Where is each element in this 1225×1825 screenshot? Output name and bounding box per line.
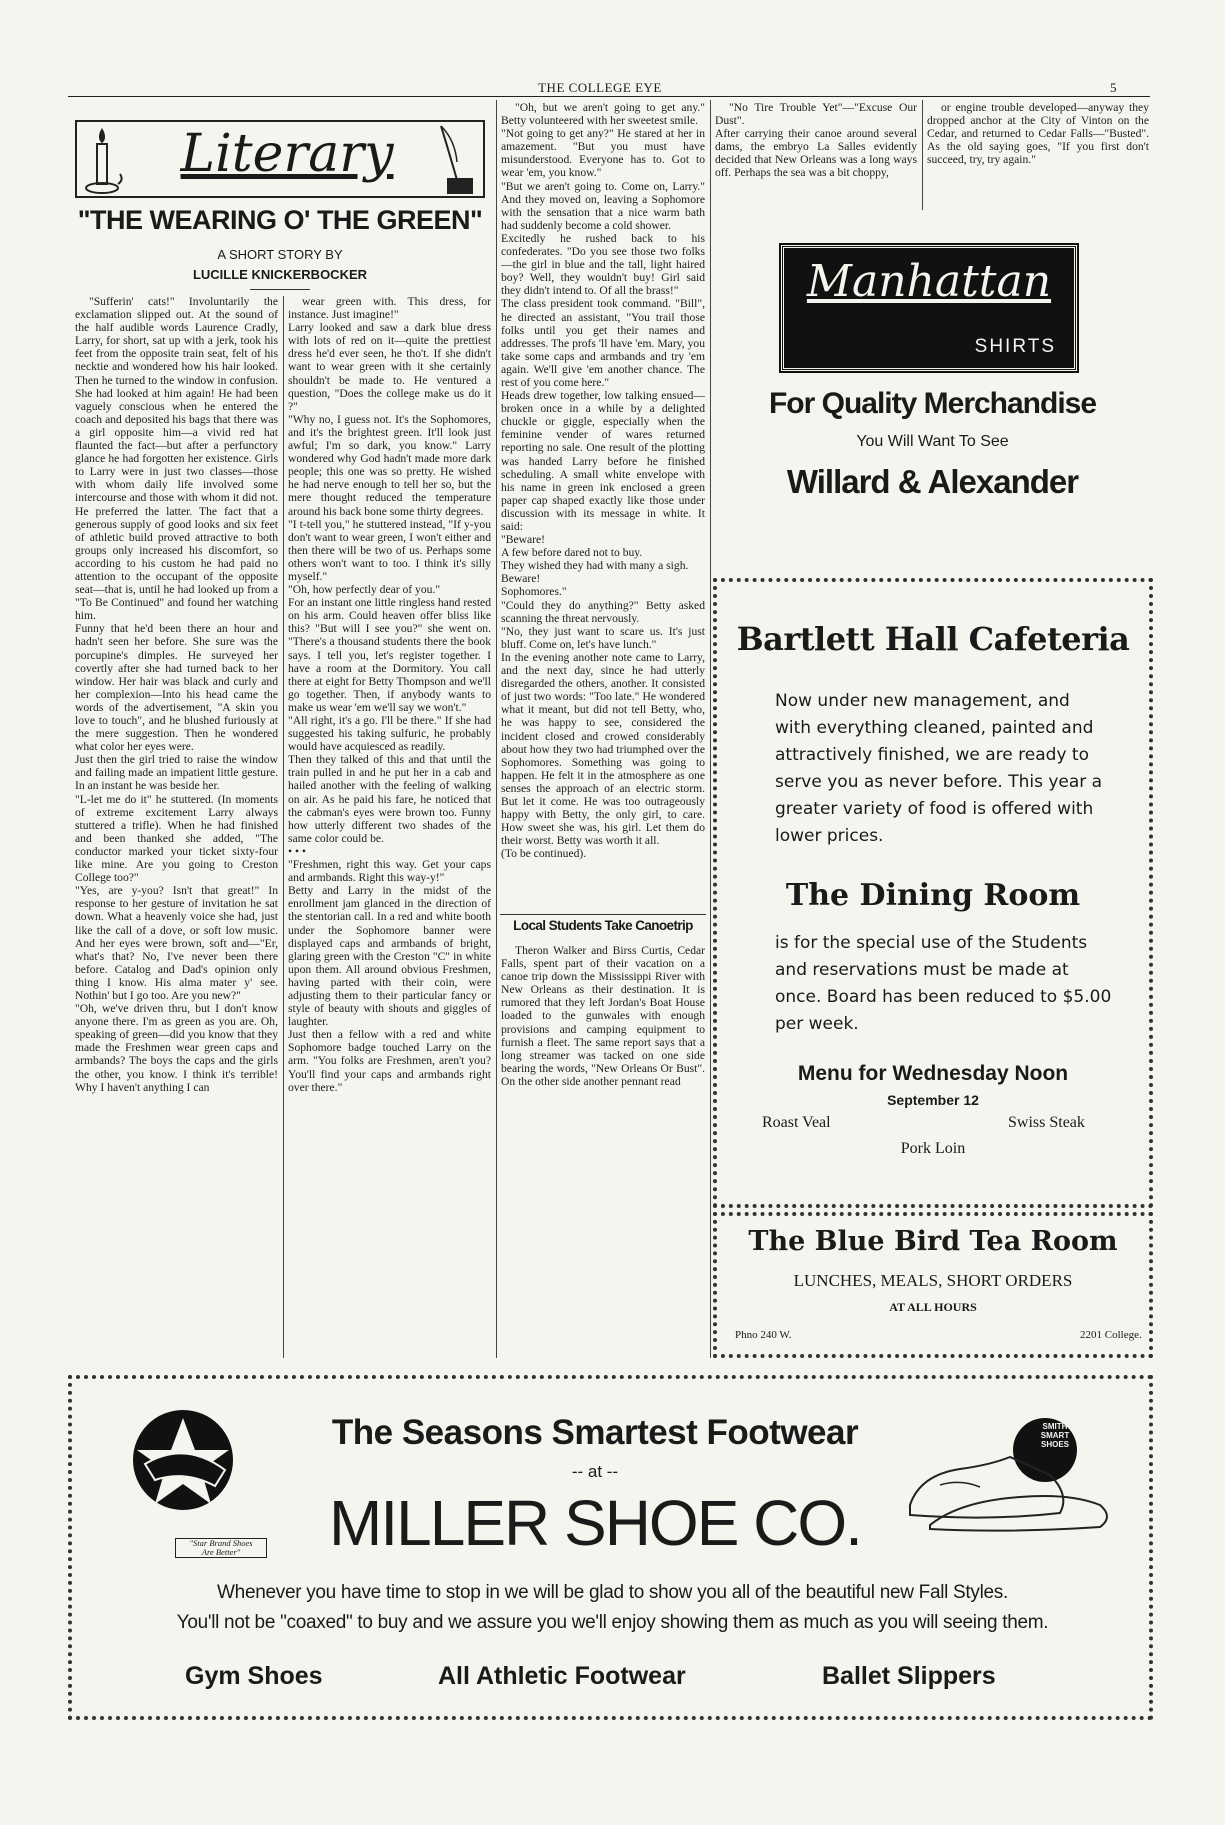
story-title: "THE WEARING O' THE GREEN" bbox=[77, 205, 483, 235]
byline-intro: A SHORT STORY BY bbox=[217, 247, 343, 262]
story-column-2 bbox=[288, 295, 491, 1360]
page-number: 5 bbox=[1110, 80, 1117, 95]
dining-body: is for the special use of the Students and reservations must be made at once. Board has been reduced to $5.00 per week. bbox=[775, 933, 1112, 1034]
column-divider-2 bbox=[496, 100, 497, 1358]
manhattan-line2: You Will Want To See bbox=[856, 433, 1009, 450]
manhattan-line3: Willard & Alexander bbox=[786, 463, 1079, 500]
smith-logo-line1: SMITH bbox=[1042, 1422, 1068, 1431]
menu-item-swiss-steak: Swiss Steak bbox=[1008, 1114, 1085, 1131]
manhattan-brand: Manhattan bbox=[806, 256, 1052, 307]
shoe-store-name: MILLER SHOE CO. bbox=[329, 1487, 861, 1559]
smith-smart-shoes-logo bbox=[1027, 1422, 1083, 1449]
story-column-5-text: or engine trouble developed—anyway they dropped anchor at the City of Vinton on the Cedar, and returned to Cedar Falls—"Busted". As the old saying goes, "If you first don't succeed, try, try again." bbox=[927, 101, 1149, 167]
menu-date: September 12 bbox=[887, 1092, 979, 1108]
byline-author: LUCILLE KNICKERBOCKER bbox=[192, 267, 368, 282]
column-divider-1 bbox=[283, 296, 284, 1358]
byline-rule bbox=[250, 289, 310, 290]
bluebird-address: 2201 College. bbox=[1080, 1329, 1142, 1341]
shoe-at: -- at -- bbox=[571, 1462, 619, 1481]
story-column-3 bbox=[501, 101, 705, 911]
story-column-3-text: "Oh, but we aren't going to get any." Betty volunteered with her sweetest smile. "Not going to get any?" He stared at her in amazement. "But you must have misunderstood. Everyone has to. Got to wear 'em, you know." "But we aren't going to. Come on, Larry." And they moved on, leaving a Sophomore with the sensation that a nice warm bath had suddenly become a cold shower. Excitedly he rushed back to his confederates. "Do you see those two folks—the girl in blue and the tall, light haired boy? Well, they wouldn't buy! Girl said they didn't intend to. Of all the brass!" The class president took command. "Bill", he directed an assistant, "You trail those folks until you get their names and addresses. The profs 'll have 'em. Mary, you take some caps and armbands and try 'em again. We'll give 'em another chance. The rest of you come here." Heads drew together, low talking ensued—broken once in a while by a delighted chuckle or giggle, especially when the feminine vender of wares returned reporting no sale. One result of the plotting was handed Larry before he finished scheduling. A small white envelope with his name in green ink enclosed a green paper cap shaped exactly like those under discussion with its message in white. It said: "Beware! A few before dared not to buy. They wished they had with many a sigh. Beware! Sophomores." "Could they do anything?" Betty asked scanning the threat nervously. "No, they just want to scare us. It's just bluff. Come on, let's have lunch." In the evening another note came to Larry, and the next day, since he had utterly disregarded the others, another. It consisted of just two words: "Too late." He wondered what it meant, but did not tell Betty, who, he was happy to see, considered the incident closed and crowed considerably about how they two had triumphed over the Sophomores. Something was going to happen. He felt it in the atmosphere as one senses the approach of an electric storm. But let it come. He was too outrageously happy with Betty, the only girl, to care. How sweet she was, his girl. Let them do their worst. Betty was worth it all. (To be continued). bbox=[501, 101, 705, 861]
header-rule bbox=[68, 96, 1150, 97]
story-column-1 bbox=[75, 295, 278, 1360]
story-column-4 bbox=[715, 101, 917, 211]
manhattan-logo bbox=[781, 245, 1077, 371]
bluebird-line2: AT ALL HOURS bbox=[889, 1300, 977, 1314]
canoe-headline: Local Students Take Canoetrip bbox=[513, 918, 693, 933]
canoe-story bbox=[501, 944, 705, 1359]
star-brand-caption-line1: "Star Brand Shoes bbox=[189, 1538, 253, 1548]
story-column-1-text: "Sufferin' cats!" Involuntarily the exclamation slipped out. At the sound of the half audible words Laurence Cradly, Larry, for short, sat up with a jerk, took his feet from the opposite train seat, felt of his necktie and wondered how his hair looked. Then he turned to the window in confusion. She had looked at him again! He had been vaguely conscious when he entered the coach and deposited his bags that there was a girl opposite him—a vivid red hat flaunted the fact—but after a perfunctory glance he had forgotten her existence. Girls to Larry were in just two classes—those with whom daily life involved some intercourse and those with whom it did not. He preferred the latter. The fact that a generous supply of good looks and six feet of athletic build proved attractive to both groups only increased his discomfort, so according to his custom he had paid no attention to the occupant of the opposite seat—that is, until he had looked up from a "To Be Continued" and found her watching him. Funny that he'd been there an hour and hadn't seen her before. She sure was the porcupine's dimples. He surveyed her covertly after she had turned back to her window. Her hair was black and curly and her complexion—Into his head came the words of the advertisement, "A skin you love to touch", and he blushed furiously at the mere suggestion. Then he wondered what color her eyes were. Just then the girl tried to raise the window and failing made an impatient little gesture. In an instant he was beside her. "L-let me do it" he stuttered. (In moments of extreme excitement Larry always stuttered a trifle). When he had finished and been thanked she added, "The conductor marked your ticket sixty-four like mine. Are you going to Creston College too?" "Yes, are y-you? Isn't that great!" In response to her gesture of invitation he sat down. What a heavenly voice she had, just like the call of a dove, or soft low music. And her eyes were brown, soft and—"Er, what's that? No, I've never been there before. Catalog and Dad's opinion only thing I know. His alma mater y' see. Nothin' but I go too. Are you new?" "Oh, we've driven thru, but I don't know anyone there. I'm as green as you are. Oh, speaking of green—did you know that they made the Freshmen wear green caps and armbands? The boys the caps and the girls the other, you know. I think it's terrible! Why I haven't anything I can bbox=[75, 295, 278, 1094]
menu-item-pork-loin: Pork Loin bbox=[900, 1140, 966, 1157]
bluebird-phone: Phno 240 W. bbox=[735, 1329, 792, 1341]
manhattan-ad bbox=[715, 215, 1150, 570]
menu-title: Menu for Wednesday Noon bbox=[797, 1062, 1069, 1085]
smith-logo-line3: SHOES bbox=[1040, 1440, 1069, 1449]
dining-title: The Dining Room bbox=[785, 878, 1081, 913]
shoe-item-athletic: All Athletic Footwear bbox=[438, 1662, 686, 1690]
bartlett-body: Now under new management, and with everything cleaned, painted and attractively finished, we are ready to serve you as never before. This year a greater variety of food is offered with lower prices. bbox=[775, 691, 1103, 846]
shoe-body-line1: Whenever you have time to stop in we will be glad to show you all of the beautiful new Fall Styles. bbox=[217, 1582, 1008, 1603]
canoe-story-text: Theron Walker and Birss Curtis, Cedar Falls, spent part of their vacation on a canoe trip down the Mississippi River with New Orleans as their destination. It is rumored that they left Jordan's Boat House loaded to the gunwales with enough provisions and camping equipment to furnish a fleet. The same report says that a long streamer was tacked on one side bearing the words, "New Orleans Or Bust". On the other side another pennant read bbox=[501, 944, 705, 1088]
story-column-5 bbox=[927, 101, 1149, 211]
column-divider-3 bbox=[710, 100, 711, 1358]
literary-banner bbox=[75, 120, 485, 198]
manhattan-line1: For Quality Merchandise bbox=[768, 387, 1097, 420]
oxford-shoes-illustration bbox=[900, 1405, 1130, 1535]
bluebird-line1: LUNCHES, MEALS, SHORT ORDERS bbox=[793, 1271, 1073, 1290]
canoe-top-rule bbox=[500, 914, 706, 915]
menu-item-roast-veal: Roast Veal bbox=[762, 1114, 831, 1131]
manhattan-product: SHIRTS bbox=[974, 336, 1056, 357]
shoe-headline: The Seasons Smartest Footwear bbox=[331, 1413, 859, 1452]
bartlett-title: Bartlett Hall Cafeteria bbox=[736, 620, 1130, 658]
candle-icon bbox=[81, 122, 125, 198]
paper-title: THE COLLEGE EYE bbox=[538, 80, 662, 95]
star-brand-shoe-logo bbox=[115, 1400, 265, 1550]
star-brand-caption-line2: Are Better" bbox=[201, 1547, 241, 1557]
literary-banner-text: Literary bbox=[180, 124, 394, 184]
bluebird-title: The Blue Bird Tea Room bbox=[748, 1226, 1118, 1257]
shoe-item-gym: Gym Shoes bbox=[185, 1662, 323, 1690]
story-column-2-text: wear green with. This dress, for instance. Just imagine!" Larry looked and saw a dark blue dress with lots of red on it—quite the prettiest dress he'd ever seen, he tho't. If she didn't want to wear green with it she certainly shouldn't be made to. He ventured a question, "Does the college make us do it ?" "Why no, I guess not. It's the Sophomores, and it's the brightest green. It'll look just awful; I'm so dark, you know." Larry wondered why God hadn't made more dark people; this one was so pretty. He wished he had nerve enough to tell her so, but the mere thought reduced the temperature around his back bone some thirty degrees. "I t-tell you," he stuttered instead, "If y-you don't want to wear green, I won't either and then there will be two of us. Perhaps some others won't want to too. I think it's silly myself." "Oh, how perfectly dear of you." For an instant one little ringless hand rested on his arm. Could heaven offer bliss like this? "But will I see you?" she went on. "There's a thousand students there the book says. I tell you, let's register together. I have a room at the Dormitory. You call there at eight for Betty Thompson and we'll go together. Then, if anybody wants to make us wear 'em we'll say we won't." "All right, it's a go. I'll be there." If she had suggested his taking sulfuric, he probably would have acquiesced as readily. Then they talked of this and that until the train pulled in and he put her in a cab and hailed another with the feeling of walking on air. As he paid his fare, he noticed that the cabman's eyes were brown too. Funny how utterly different two shades of the same color could be. • • • "Freshmen, right this way. Get your caps and armbands. Right this way-y!" Betty and Larry in the midst of the enrollment jam glanced in the direction of the stentorian call. In a red and white booth under the Sophomore banner were displayed caps and armbands of bright, glaring green with the Creston "C" in white upon them. All around obvious Freshmen, having parted with their coin, were adjusting them to their particular fancy or style of beauty with shouts and giggles of laughter. Just then a fellow with a red and white Sophomore badge touched Larry on the arm. "You folks are Freshmen, aren't you? You'll find your caps and armbands right over there." bbox=[288, 295, 491, 1094]
quill-inkwell-icon bbox=[435, 122, 479, 198]
shoe-body-line2: You'll not be "coaxed" to buy and we assure you we'll enjoy showing them as much as you will seeing them. bbox=[176, 1612, 1049, 1633]
column-divider-4 bbox=[922, 100, 923, 210]
story-column-4-text: "No Tire Trouble Yet"—"Excuse Our Dust". After carrying their canoe around several dams, the embryo La Salles evidently decided that New Orleans was a long ways off. Perhaps the sea was a bit choppy, bbox=[715, 101, 917, 180]
smith-logo-line2: SMART bbox=[1040, 1431, 1070, 1440]
shoe-item-ballet: Ballet Slippers bbox=[822, 1662, 996, 1690]
star-brand-caption bbox=[175, 1538, 267, 1558]
